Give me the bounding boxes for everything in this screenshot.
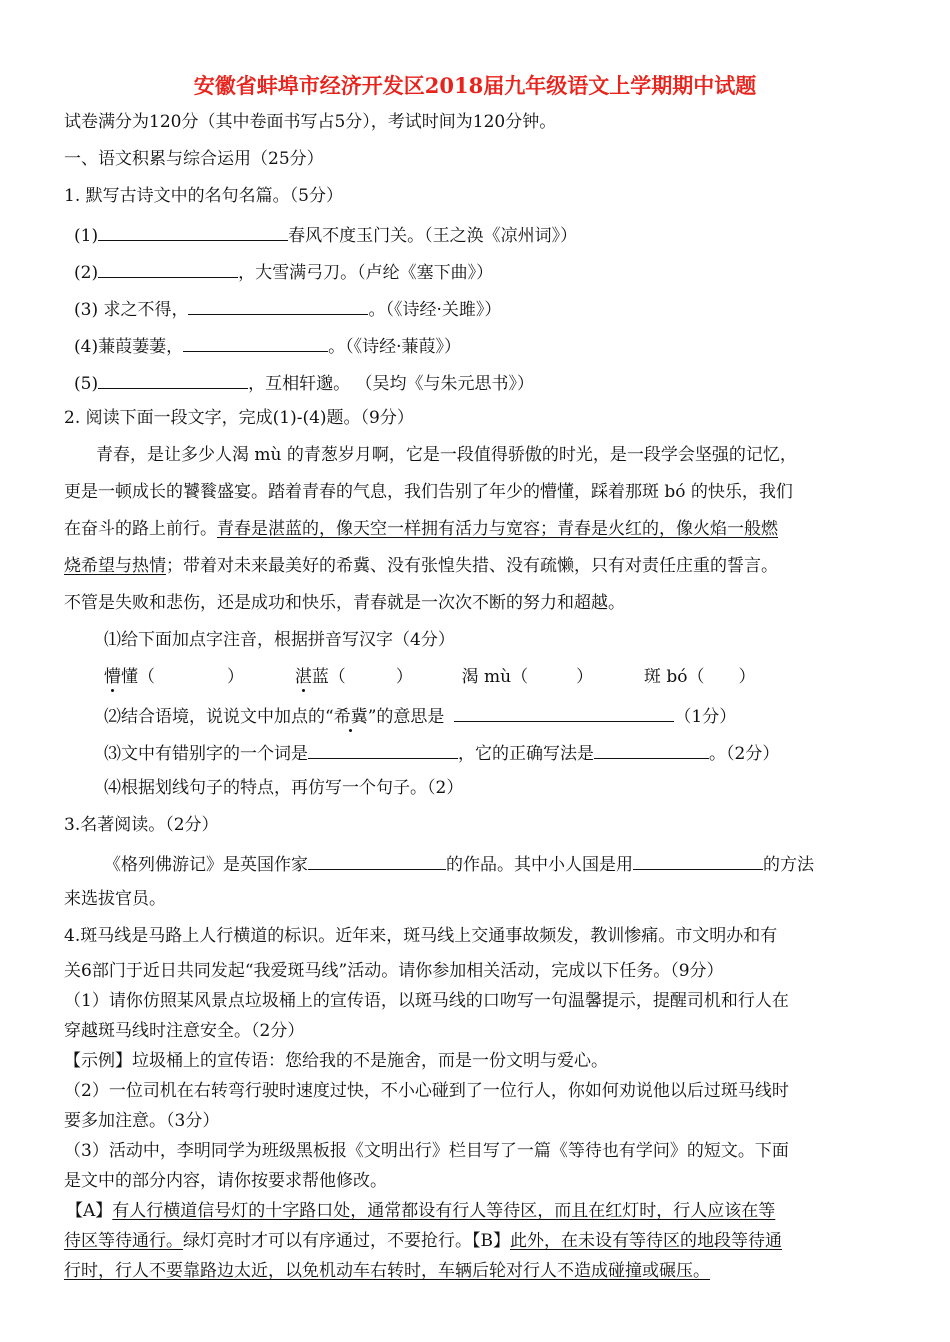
q1-item-2-text: ，大雪满弓刀。（卢纶《塞下曲》） [238,263,494,283]
passage-text: 在奋斗的路上前行。 [64,519,217,539]
word-label: 蓝（ [311,667,346,687]
q2-sub-4: ⑷根据划线句子的特点，再仿写一个句子。（2） [104,778,464,798]
q1-item-4 [74,333,461,358]
q4-sub-2-line-2: 要多加注意。（3分） [64,1111,220,1131]
blank-field[interactable] [594,740,709,759]
question-text: ⑶文中有错别字的一个词是 [104,744,308,764]
q1-item-5 [74,370,534,395]
dotted-character: 湛 [294,667,312,687]
q1-heading: 1. 默写古诗文中的名句名篇。（5分） [64,186,343,206]
q1-item-1 [74,222,577,247]
question-text: ，它的正确写法是 [458,744,594,764]
underlined-sentence: 青春是湛蓝的，像天空一样拥有活力与宽容；青春是火红的，像火焰一般燃 [217,519,778,539]
q2-pinyin-row [104,666,755,688]
q2-passage-line-1: 青春，是让多少人渴 mù 的青葱岁月啊，它是一段值得骄傲的时光，是一段学会坚强的记忆， [96,445,797,465]
score: 。（2分） [709,744,780,764]
q2-passage-line-4 [64,555,778,577]
q4-passage-line-3 [64,1260,710,1282]
q3-line-1 [104,851,814,876]
q1-item-5-text: ，互相轩邈。 （吴均《与朱元思书》） [248,374,534,394]
q1-item-1-label: (1) [74,226,99,246]
question-text: 的方法 [763,855,814,875]
dotted-word: 希冀 [333,707,368,727]
exam-title: 安徽省蚌埠市经济开发区2018届九年级语文上学期期中试题 [193,73,757,98]
q1-item-3 [74,296,501,321]
q4-sub-3-line-1: （3）活动中，李明同学为班级黑板报《文明出行》栏目写了一篇《等待也有学问》的短文。下面 [64,1141,789,1161]
dotted-character: 懵 [104,667,121,687]
question-text: 《格列佛游记》是英国作家 [104,855,308,875]
section-heading: 一、语文积累与综合运用（25分） [64,149,324,169]
question-text: ⑵结合语境，说说文中加点的“ [104,707,334,727]
underlined-sentence: 此外，在未设有等待区的地段等待通 [510,1231,782,1251]
label-a: 【A】 [66,1201,113,1221]
passage-text: ；带着对未来最美好的希冀、没有张惶失措、没有疏懒，只有对责任庄重的誓言。 [166,556,778,576]
q4-sub-1-line-1: （1）请你仿照某风景点垃圾桶上的宣传语，以斑马线的口吻写一句温馨提示，提醒司机和行人在 [64,991,789,1011]
q2-sub-3 [104,740,779,765]
blank-field[interactable] [98,222,288,241]
q1-item-2 [74,259,493,284]
passage-text: 绿灯亮时才可以有序通过，不要抢行。【B】 [183,1231,510,1251]
q3-line-2: 来选拔官员。 [64,889,166,909]
q4-sub-2-line-1: （2）一位司机在右转弯行驶时速度过快，不小心碰到了一位行人，你如何劝说他以后过斑马线时 [64,1081,789,1101]
blank-field[interactable] [98,259,238,278]
q1-item-5-label: (5) [74,374,99,394]
word-label: 斑 bó（ [643,667,705,687]
score: （1分） [674,707,737,727]
q1-item-2-label: (2) [74,263,99,283]
underlined-sentence: 行时，行人不要靠路边太近，以免机动车右转时，车辆后轮对行人不造成碰撞或碾压。 [64,1261,710,1281]
underlined-sentence: 烧希望与热情 [64,556,166,576]
q4-line-1: 4.斑马线是马路上人行横道的标识。近年来，斑马线上交通事故频发，教训惨痛。市文明办和有 [64,926,778,946]
q2-sub-1: ⑴给下面加点字注音，根据拼音写汉字（4分） [104,630,455,650]
q1-item-1-text: 春风不度玉门关。（王之涣《凉州词》） [288,226,578,246]
q4-passage-line-1 [66,1200,775,1222]
blank-field[interactable] [183,333,328,352]
q4-sub-1-line-2: 穿越斑马线时注意安全。（2分） [64,1021,305,1041]
question-text: 的作品。其中小人国是用 [446,855,633,875]
blank-field[interactable] [308,851,446,870]
q2-passage-line-2: 更是一顿成长的饕餮盛宴。踏着青春的气息，我们告别了年少的懵懂，踩着那斑 bó 的快乐，我们 [64,482,793,502]
q1-item-3-text: 。（《诗经·关雎》） [368,300,502,320]
q3-heading: 3.名著阅读。（2分） [64,815,219,835]
q4-sub-3-line-2: 是文中的部分内容，请你按要求帮他修改。 [64,1171,387,1191]
underlined-sentence: 待区等待通行。 [64,1231,183,1251]
blank-field[interactable] [633,851,763,870]
intro-line: 试卷满分为120分（其中卷面书写占5分），考试时间为120分钟。 [64,112,557,132]
q2-sub-2 [104,703,736,728]
blank-field[interactable] [98,370,248,389]
q1-item-4-label: (4)蒹葭萋萋， [74,337,184,357]
bracket: ） [738,667,756,687]
question-text: ”的意思是 [367,707,445,727]
q1-item-3-label: (3) 求之不得， [74,300,189,320]
word-label: 懂（ [121,667,155,687]
bracket: ） [395,667,413,687]
q4-line-2: 关6部门于近日共同发起“我爱斑马线”活动。请你参加相关活动，完成以下任务。（9分） [64,961,724,981]
q4-example: 【示例】垃圾桶上的宣传语：您给我的不是施舍，而是一份文明与爱心。 [64,1051,608,1071]
word-label: 渴 mù（ [461,667,529,687]
q2-heading: 2. 阅读下面一段文字，完成(1)-(4)题。（9分） [64,408,414,428]
q2-passage-line-3 [64,518,778,540]
q1-item-4-text: 。（《诗经·蒹葭》） [328,337,461,357]
underlined-sentence: 有人行横道信号灯的十字路口处，通常都设有行人等待区，而且在红灯时，行人应该在等 [112,1201,776,1221]
bracket: ） [227,667,244,687]
blank-field[interactable] [454,703,674,722]
blank-field[interactable] [188,296,368,315]
blank-field[interactable] [308,740,458,759]
q4-passage-line-2 [64,1230,782,1252]
bracket: ） [576,667,594,687]
q2-passage-line-5: 不管是失败和悲伤，还是成功和快乐，青春就是一次次不断的努力和超越。 [64,593,625,613]
